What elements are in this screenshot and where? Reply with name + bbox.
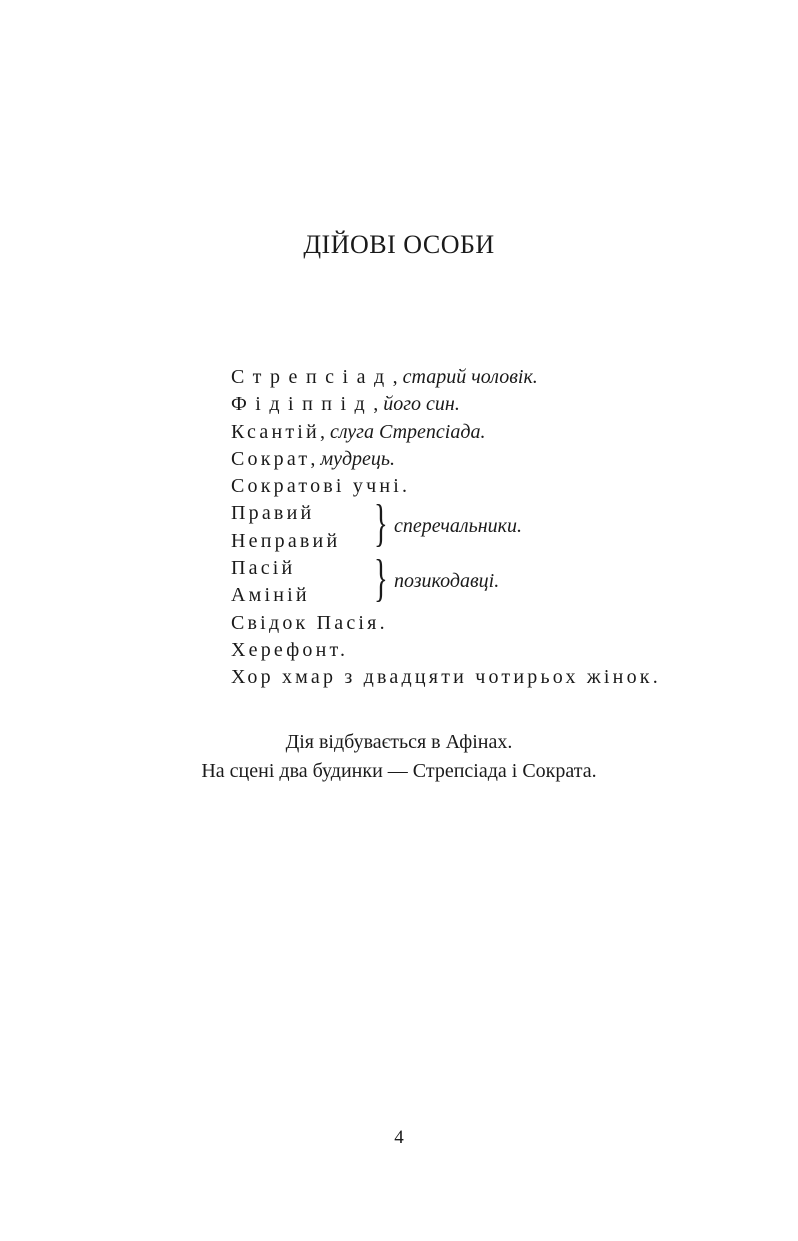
page-number: 4 — [394, 1127, 404, 1148]
setting-line: На сцені два будинки — Стрепсіада і Сократа. — [201, 760, 597, 782]
character-name: Сократ — [231, 447, 311, 470]
brace-icon: } — [374, 495, 388, 553]
character-name: Ксантій — [231, 420, 320, 443]
character-description: старий чоловік. — [402, 366, 538, 388]
character-name: Пасій — [231, 557, 296, 580]
cast-item: Сократові учні. — [231, 475, 411, 498]
character-name: Правий — [231, 502, 315, 525]
character-description: слуга Стрепсіада. — [329, 420, 486, 443]
setting-line: Дія відбувається в Афінах. — [285, 731, 513, 753]
cast-item: Ксантій, слуга Стрепсіада. — [231, 420, 486, 443]
page-title: ДІЙОВІ ОСОБИ — [303, 230, 495, 259]
group-description: позикодавці. — [394, 570, 500, 593]
character-name: Неправий — [231, 529, 341, 552]
cast-item: Херефонт. — [231, 638, 349, 661]
character-name: Фідіппід — [231, 393, 374, 416]
cast-item: Стрепсіад, старий чоловік. — [231, 366, 538, 388]
cast-item: Фідіппід, його син. — [231, 393, 460, 416]
cast-item: Хор хмар з двадцяти чотирьох жінок. — [231, 666, 661, 689]
character-name: Стрепсіад — [231, 366, 393, 388]
cast-item: Сократ, мудрець. — [231, 447, 396, 470]
cast-group-creditors — [231, 550, 661, 610]
character-name: Аміній — [231, 584, 310, 607]
cast-list — [231, 364, 661, 692]
cast-item: Свідок Пасія. — [231, 611, 388, 634]
setting-note — [0, 728, 798, 786]
character-description: мудрець. — [320, 447, 396, 470]
brace-icon: } — [374, 550, 388, 608]
group-description: сперечальники. — [394, 515, 523, 538]
cast-group-disputants — [231, 495, 661, 555]
character-description: його син. — [383, 393, 460, 416]
